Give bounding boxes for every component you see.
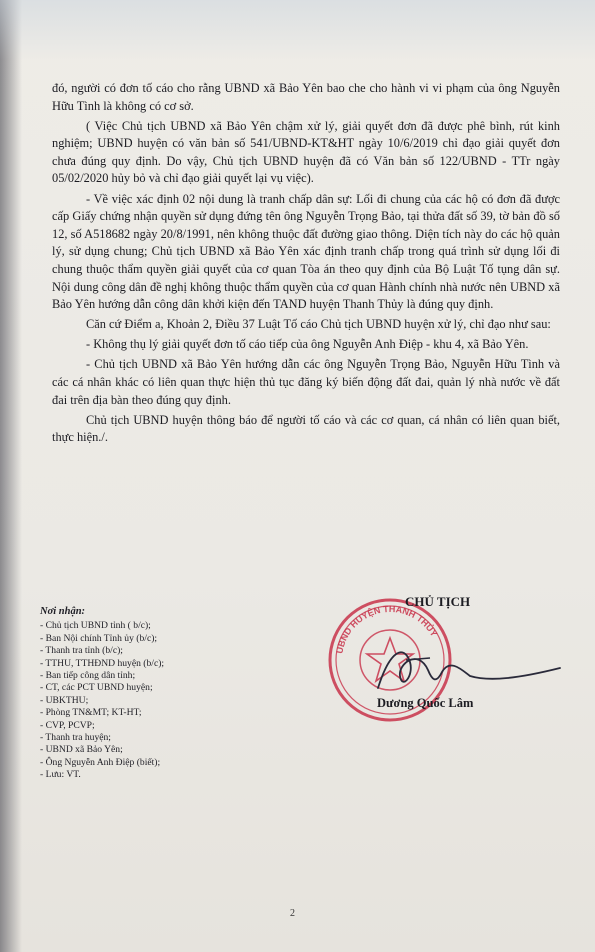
recipients-header: Nơi nhận: bbox=[40, 606, 86, 617]
recipient-item: - Phòng TN&MT; KT-HT; bbox=[40, 707, 142, 719]
signer-title: CHỦ TỊCH bbox=[405, 594, 471, 609]
signer-name: Dương Quốc Lâm bbox=[377, 696, 474, 710]
recipient-item: - CT, các PCT UBND huyện; bbox=[40, 682, 153, 694]
page-number: 2 bbox=[290, 908, 295, 919]
signature-block bbox=[300, 580, 580, 740]
page-shadow-top bbox=[0, 0, 595, 60]
recipient-item: - TTHU, TTHĐND huyện (b/c); bbox=[40, 657, 165, 669]
paragraph-2: ( Việc Chủ tịch UBND xã Bảo Yên chậm xử lý, giải quyết đơn đã được phê bình, rút kinh nghiệm; UBND huyện có văn bản số 541/UBND-KT&HT ngày 10/6/2019 chỉ đạo giải quyết đơn chưa đúng quy định. Do vậy, Chủ tịch UBND huyện đã có Văn bản số 122/UBND - TTr ngày 05/02/2020 hủy bỏ và chỉ đạo giải quyết lại vụ việc). bbox=[52, 118, 560, 186]
recipient-item: - UBKTHU; bbox=[40, 694, 89, 706]
recipient-item: - Lưu: VT. bbox=[40, 769, 81, 781]
recipients-list bbox=[40, 620, 280, 781]
seal-text: UBND HUYỆN THANH THỦY bbox=[334, 603, 440, 655]
recipient-item: - Ông Nguyễn Anh Điệp (biết); bbox=[40, 756, 161, 768]
paragraph-7: Chủ tịch UBND huyện thông báo để người tố cáo và các cơ quan, cá nhân có liên quan biết, thực hiện./. bbox=[52, 412, 560, 445]
recipient-item: - CVP, PCVP; bbox=[40, 719, 95, 731]
handwritten-signature-icon bbox=[370, 640, 570, 700]
recipient-item: - UBND xã Bảo Yên; bbox=[40, 744, 123, 756]
page-shadow-left bbox=[0, 0, 22, 952]
recipients-block bbox=[40, 606, 280, 782]
paragraph-5: - Không thụ lý giải quyết đơn tố cáo tiếp của ông Nguyễn Anh Điệp - khu 4, xã Bảo Yên. bbox=[86, 337, 529, 352]
recipient-item: - Ban tiếp công dân tỉnh; bbox=[40, 670, 136, 682]
paragraph-6: - Chủ tịch UBND xã Bảo Yên hướng dẫn các ông Nguyễn Trọng Bảo, Nguyễn Hữu Tình và các cá nhân khác có liên quan thực hiện thủ tục đăng ký biến động đất đai, quản lý nhà nước về đất đai trên địa bàn theo đúng quy định. bbox=[52, 357, 560, 407]
recipient-item: - Thanh tra huyện; bbox=[40, 732, 111, 744]
recipient-item: - Chủ tịch UBND tỉnh ( b/c); bbox=[40, 620, 151, 632]
paragraph-3: - Về việc xác định 02 nội dung là tranh chấp dân sự: Lối đi chung của các hộ có đơn đã được cấp Giấy chứng nhận quyền sử dụng đứng tên ông Nguyễn Trọng Bảo, tại thửa đất số 39, tờ bản đồ số 12, số A518682 ngày 20/8/1991, nên không thuộc đất đường giao thông. Diện tích này do các hộ quản lý, sử dụng chung; Chủ tịch UBND xã Bảo Yên xác định tranh chấp trong quá trình sử dụng lối đi chung thuộc thẩm quyền giải quyết của cơ quan Tòa án theo quy định của Bộ Luật Tố tụng dân sự. Nội dung công dân đề nghị không thuộc thẩm quyền của cơ quan Hành chính nhà nước nên UBND xã Bảo Yên hướng dẫn công dân khởi kiện đến TAND huyện Thanh Thủy là đúng quy định. bbox=[52, 191, 560, 312]
paragraph-4: Căn cứ Điểm a, Khoản 2, Điều 37 Luật Tố cáo Chủ tịch UBND huyện xử lý, chỉ đạo như sau: bbox=[86, 317, 551, 332]
document-body bbox=[52, 80, 560, 449]
recipient-item: - Ban Nội chính Tỉnh ủy (b/c); bbox=[40, 632, 158, 644]
paragraph-1: đó, người có đơn tố cáo cho rằng UBND xã Bảo Yên bao che cho hành vi vi phạm của ông Nguyễn Hữu Tình là không có cơ sở. bbox=[52, 81, 560, 113]
recipient-item: - Thanh tra tỉnh (b/c); bbox=[40, 645, 123, 657]
